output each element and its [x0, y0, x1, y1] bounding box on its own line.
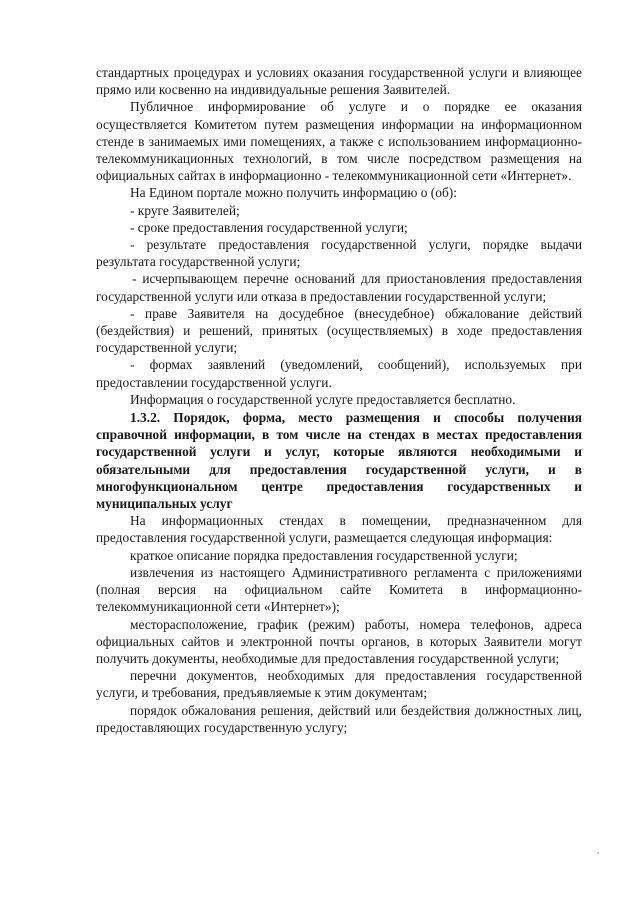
- paragraph-portal-intro: На Едином портале можно получить информацию о (об):: [130, 185, 457, 201]
- list-item-term: - сроке предоставления государственной услуги;: [130, 219, 408, 235]
- list-item-appeal-right: - праве Заявителя на досудебное (внесудебное) обжалование действий (бездействия) и решений, принятых (осуществляемых) в ходе предоставления государственной услуги;: [96, 305, 582, 356]
- list-item-extracts: извлечения из настоящего Административного регламента с приложениями (полная версия на официальном сайте Комитета в информационно-телекоммуникационной сети «Интернет»);: [96, 564, 582, 615]
- list-item-location: месторасположение, график (режим) работы, номера телефонов, адреса официальных сайтов и электронной почты органов, в которых Заявители могут получить документы, необходимые для предоставления государственной услуги;: [96, 616, 582, 666]
- list-item-applicants: - круге Заявителей;: [130, 202, 240, 218]
- list-item-forms: - формах заявлений (уведомлений, сообщений), используемых при предоставлении государственной услуги.: [96, 357, 582, 390]
- section-heading-1-3-2: 1.3.2. Порядок, форма, место размещения и способы получения справочной информации, в том числе на стендах в местах предоставления государственной услуги и услуг, которые являются необходимыми и обязательными для предоставления государственной услуги, и в многофункциональном центре предоставления государственных и муниципальных услуг: [96, 410, 582, 512]
- scan-speck: [597, 852, 599, 854]
- list-item-appeal-procedure: порядок обжалования решения, действий или бездействия должностных лиц, предоставляющих государственную услугу;: [96, 702, 582, 735]
- list-item-result: - результате предоставления государственной услуги, порядке выдачи результата государственной услуги;: [96, 237, 582, 270]
- paragraph-continuation: стандартных процедурах и условиях оказания государственной услуги и влияющее прямо или косвенно на индивидуальные решения Заявителей.: [96, 65, 582, 98]
- list-item-description: краткое описание порядка предоставления государственной услуги;: [130, 547, 518, 563]
- list-item-documents: перечни документов, необходимых для предоставления государственной услуги, и требования, предъявляемые к этим документам;: [96, 668, 582, 701]
- paragraph-stands-intro: На информационных стендах в помещении, предназначенном для предоставления государственной услуги, размещается следующая информация:: [96, 513, 582, 546]
- paragraph-public-informing: Публичное информирование об услуге и о порядке ее оказания осуществляется Комитетом путем размещения информации на информационном стенде в занимаемых ими помещениях, а также с использованием информационно-телекоммуникационных технологий, в том числе посредством размещения на официальных сайтах в информационно - телекоммуникационной сети «Интернет».: [96, 99, 582, 184]
- paragraph-free-of-charge: Информация о государственной услуге предоставляется бесплатно.: [130, 391, 516, 407]
- list-item-grounds: - исчерпывающем перечне оснований для приостановления предоставления государственной услуги или отказа в предоставлении государственной услуги;: [96, 271, 582, 304]
